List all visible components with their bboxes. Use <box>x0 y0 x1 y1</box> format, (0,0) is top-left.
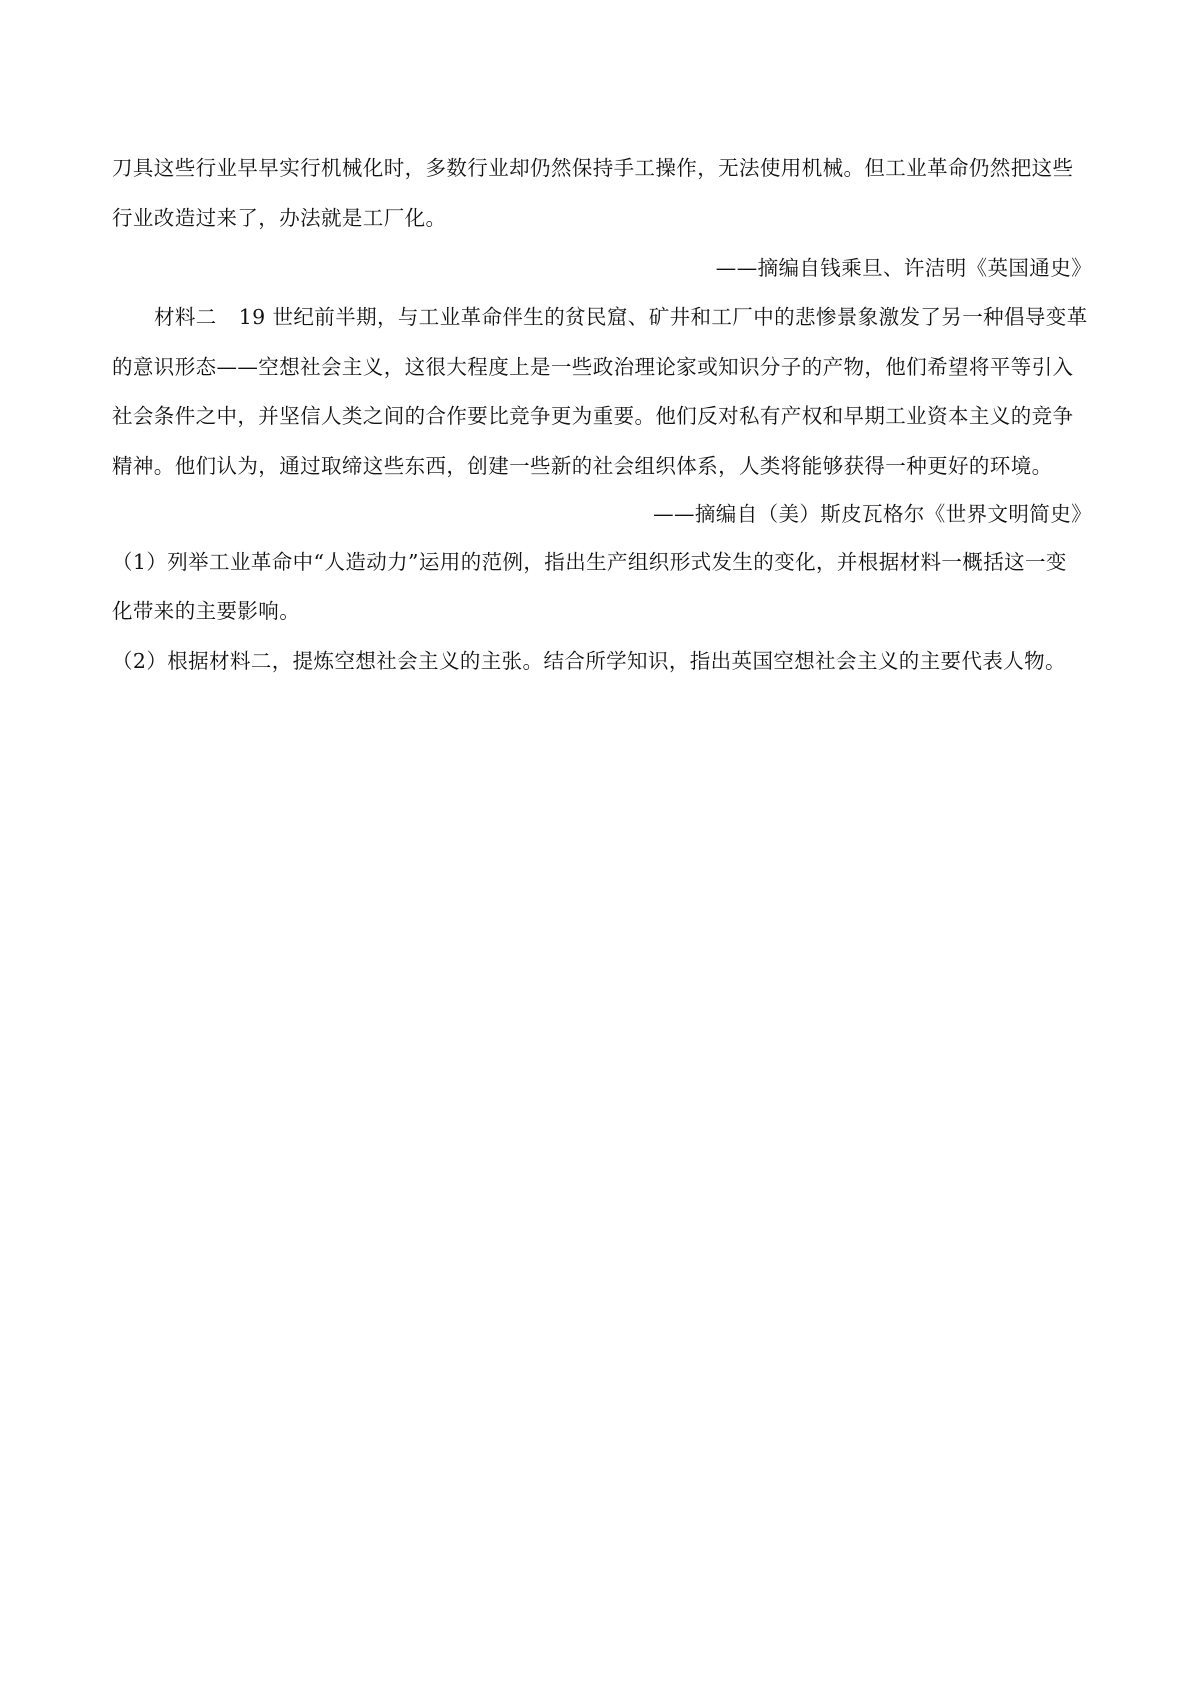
material2-first-line-text: 19 世纪前半期，与工业革命伴生的贫民窟、矿井和工厂中的悲惨景象激发了另一种倡导变革 <box>238 305 1088 329</box>
material1-line-2: 行业改造过来了，办法就是工厂化。 <box>112 206 447 230</box>
material2-label: 材料二 <box>154 305 217 329</box>
question-1-line-1: （1）列举工业革命中“人造动力”运用的范例，指出生产组织形式发生的变化，并根据材料一概括这一变 <box>112 550 1067 574</box>
material2-line-2: 的意识形态——空想社会主义，这很大程度上是一些政治理论家或知识分子的产物，他们希望将平等引入 <box>112 355 1074 379</box>
material2-line-3: 社会条件之中，并坚信人类之间的合作要比竞争更为重要。他们反对私有产权和早期工业资本主义的竞争 <box>112 404 1074 428</box>
material1-line-1: 刀具这些行业早早实行机械化时，多数行业却仍然保持手工操作，无法使用机械。但工业革命仍然把这些 <box>112 156 1074 180</box>
material2-line-1 <box>154 303 1088 331</box>
material1-source: ——摘编自钱乘旦、许洁明《英国通史》 <box>715 256 1092 280</box>
material2-source: ——摘编自（美）斯皮瓦格尔《世界文明简史》 <box>653 502 1092 526</box>
question-2: （2）根据材料二，提炼空想社会主义的主张。结合所学知识，指出英国空想社会主义的主要代表人物。 <box>112 649 1066 673</box>
question-1-line-2: 化带来的主要影响。 <box>112 599 301 623</box>
material2-line-4: 精神。他们认为，通过取缔这些东西，创建一些新的社会组织体系，人类将能够获得一种更好的环境。 <box>112 454 1053 478</box>
